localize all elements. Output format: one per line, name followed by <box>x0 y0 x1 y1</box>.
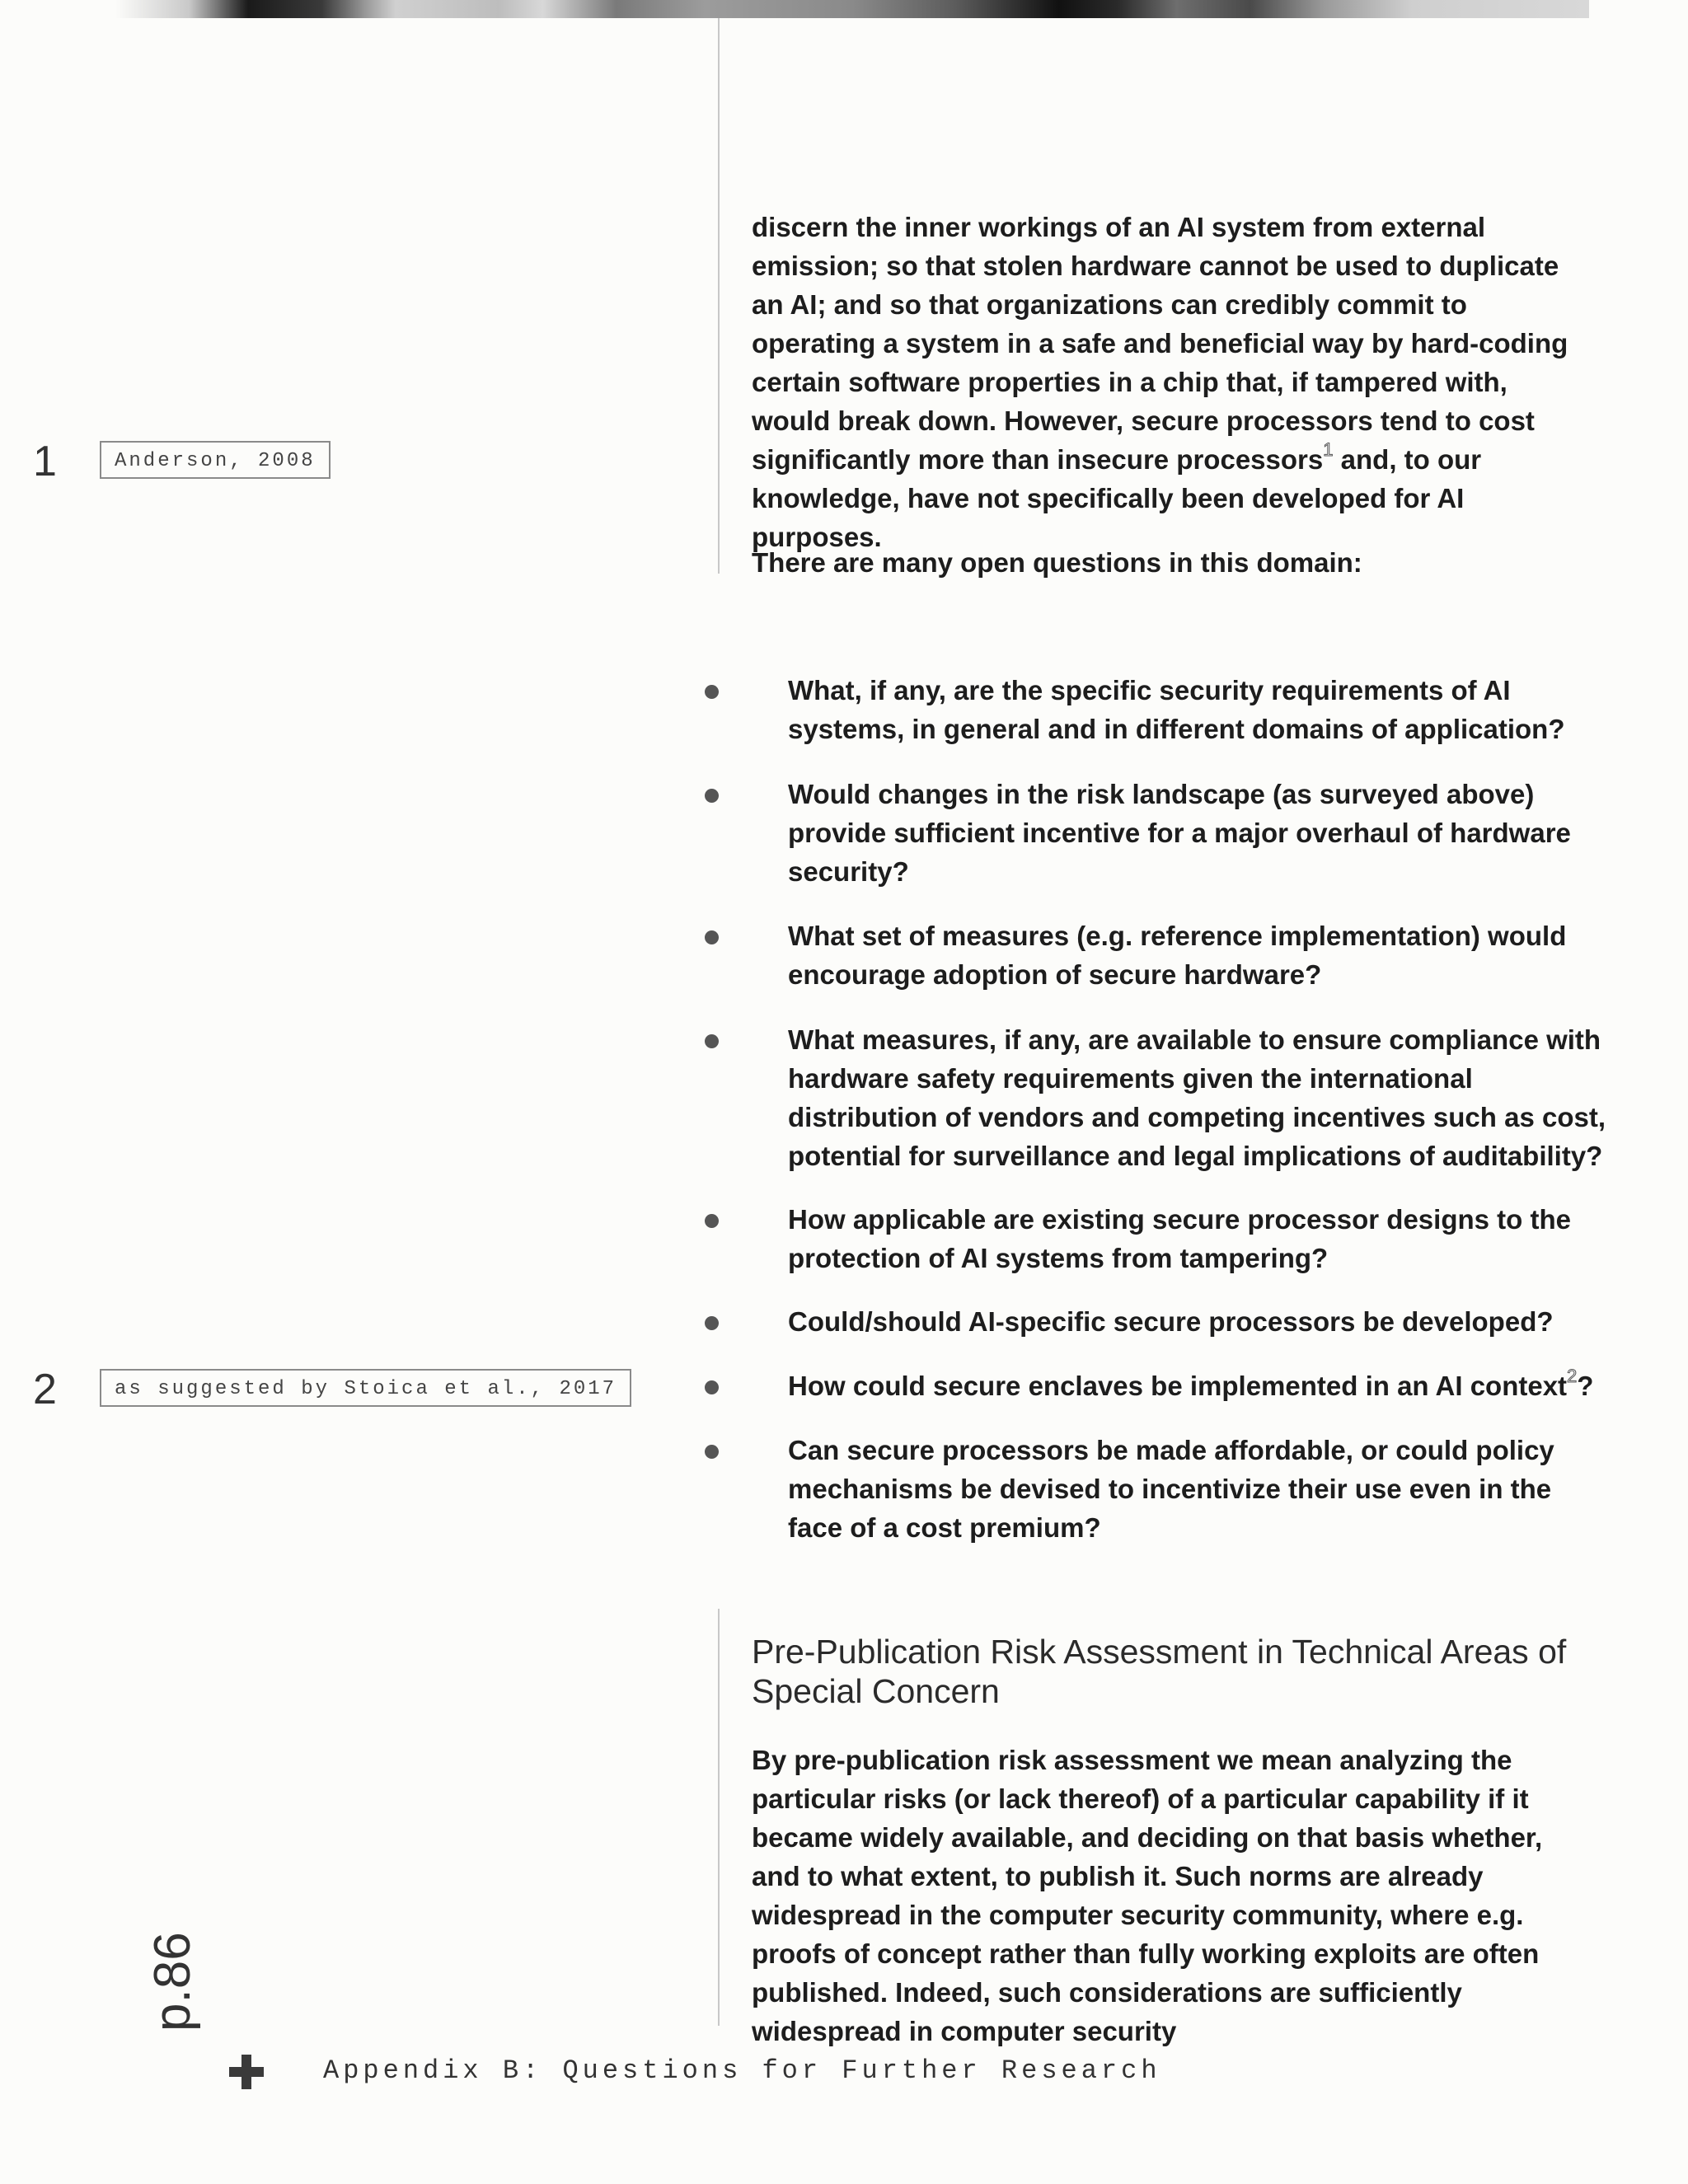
section-heading: Pre-Publication Risk Assessment in Technical Areas of Special Concern <box>752 1633 1567 1710</box>
paragraph-text: and, to our knowledge, have not specifically been developed for AI purposes. <box>752 444 1482 552</box>
bullet-icon <box>705 685 719 699</box>
question-text <box>788 1366 1612 1405</box>
bullet-icon <box>705 789 719 803</box>
question-text: How applicable are existing secure processor designs to the protection of AI systems from tampering? <box>788 1204 1571 1273</box>
question-text-suffix: ? <box>1577 1371 1594 1401</box>
question-text: What measures, if any, are available to ensure compliance with hardware safety requirements given the international distribution of vendors and competing incentives such as cost, potential for surveillance and legal implications of auditability? <box>788 1024 1606 1171</box>
sidenote-reference-1[interactable]: Anderson, 2008 <box>100 441 331 479</box>
paragraph-secure-processors <box>752 208 1592 556</box>
question-text: Can secure processors be made affordable, or could policy mechanisms be devised to incentivize their use even in the face of a cost premium? <box>788 1435 1554 1543</box>
plus-icon <box>229 2055 264 2089</box>
bullet-icon <box>705 1380 719 1394</box>
sidenote-number-2: 2 <box>33 1366 57 1413</box>
column-rule-bottom <box>718 1609 720 2026</box>
bullet-icon <box>705 1214 719 1228</box>
footnote-marker-2[interactable]: 2 <box>1567 1366 1578 1386</box>
question-text: Could/should AI-specific secure processors be developed? <box>788 1306 1554 1337</box>
question-text-main: How could secure enclaves be implemented in an AI context <box>788 1371 1568 1401</box>
sidenote-reference-2[interactable]: as suggested by Stoica et al., 2017 <box>100 1369 631 1407</box>
paragraph-open-questions: There are many open questions in this domain: <box>752 547 1362 578</box>
decorative-gradient-bar <box>115 0 1589 18</box>
footnote-marker-1[interactable]: 1 <box>1323 439 1334 460</box>
paragraph-text: discern the inner workings of an AI system from external emission; so that stolen hardware cannot be used to duplicate an AI; and so that organizations can credibly commit to operating a system in a safe and beneficial way by hard-coding certain software properties in a chip that, if tampered with, would break down. However, secure processors tend to cost significantly more than insecure processors <box>752 212 1568 475</box>
bullet-icon <box>705 1034 719 1048</box>
paragraph-prepublication: By pre-publication risk assessment we mean analyzing the particular risks (or lack thereof) of a particular capability if it became widely available, and deciding on that basis whether, and to what extent, to publish it. Such norms are already widespread in the computer security community, where e.g. proofs of concept rather than fully working exploits are often published. Indeed, such considerations are sufficiently widespread in computer security <box>752 1745 1543 2046</box>
question-text: What set of measures (e.g. reference implementation) would encourage adoption of secure hardware? <box>788 921 1567 990</box>
question-text: What, if any, are the specific security requirements of AI systems, in general and in different domains of application? <box>788 675 1565 744</box>
sidenote-number-1: 1 <box>33 438 57 485</box>
page-number: p.86 <box>144 1932 201 2032</box>
bullet-icon <box>705 1316 719 1330</box>
column-rule-top <box>718 18 720 574</box>
bullet-icon <box>705 1445 719 1459</box>
footer-section-label: Appendix B: Questions for Further Research <box>323 2055 1161 2086</box>
bullet-icon <box>705 930 719 944</box>
question-text: Would changes in the risk landscape (as surveyed above) provide sufficient incentive for a major overhaul of hardware security? <box>788 779 1571 887</box>
